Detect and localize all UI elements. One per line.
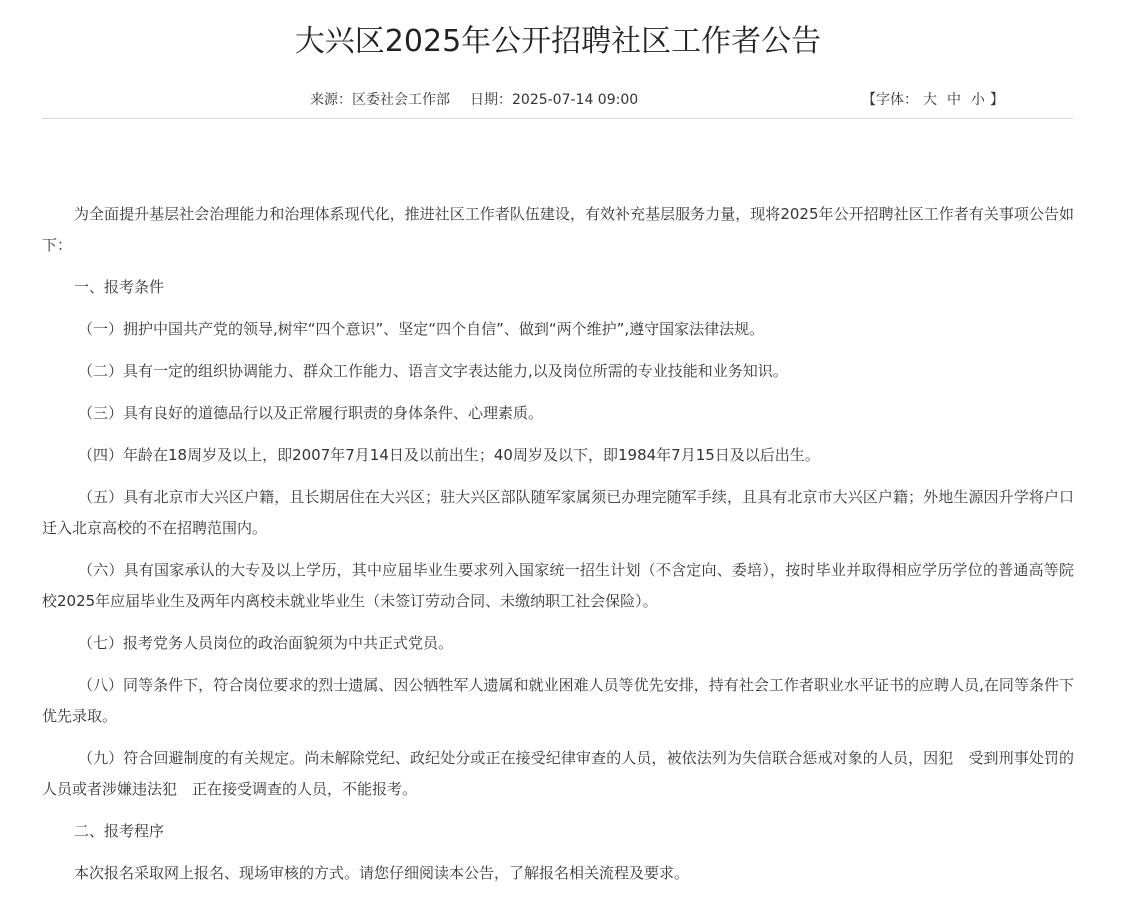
section-heading: 一、报考条件 — [74, 278, 165, 296]
condition-item: （七）报考党务人员岗位的政治面貌须为中共正式党员。 — [78, 634, 454, 652]
article-meta — [42, 88, 1073, 112]
section-paragraph: 本次报名采取网上报名、现场审核的方式。请您仔细阅读本公告，了解报名相关流程及要求。 — [74, 864, 690, 882]
condition-item: （八）同等条件下，符合岗位要求的烈士遗属、因公牺牲军人遗属和就业困难人员等优先安排，持有社会工作者职业水平证书的应聘人员,在同等条件下优先录取。 — [42, 676, 1074, 725]
font-size-label-open: 【字体： — [862, 92, 918, 108]
section-heading: 二、报考程序 — [74, 822, 165, 840]
condition-item: （四）年龄在18周岁及以上，即2007年7月14日及以前出生；40周岁及以下，即1984年7月15日及以后出生。 — [78, 446, 820, 464]
condition-item: （六）具有国家承认的大专及以上学历，其中应届毕业生要求列入国家统一招生计划（不含定向、委培），按时毕业并取得相应学历学位的普通高等院校2025年应届毕业生及两年内离校未就业毕业生（未签订劳动合同、未缴纳职工社会保险）。 — [42, 561, 1074, 610]
font-size-label-close: 】 — [990, 92, 1004, 108]
intro-paragraph: 为全面提升基层社会治理能力和治理体系现代化，推进社区工作者队伍建设，有效补充基层服务力量，现将2025年公开招聘社区工作者有关事项公告如下： — [42, 205, 1074, 254]
condition-item: （三）具有良好的道德品行以及正常履行职责的身体条件、心理素质。 — [78, 404, 544, 422]
article-body — [42, 199, 1074, 900]
header-divider — [42, 118, 1073, 119]
font-size-medium-button[interactable]: 中 — [947, 92, 961, 108]
font-size-large-button[interactable]: 大 — [923, 92, 937, 108]
condition-item: （九）符合回避制度的有关规定。尚未解除党纪、政纪处分或正在接受纪律审查的人员，被依法列为失信联合惩戒对象的人员，因犯 受到刑事处罚的人员或者涉嫌违法犯 正在接受调查的人员，不能报考。 — [42, 749, 1074, 798]
publish-date: 日期：2025-07-14 09:00 — [470, 92, 639, 108]
condition-item: （五）具有北京市大兴区户籍，且长期居住在大兴区；驻大兴区部队随军家属须已办理完随军手续，且具有北京市大兴区户籍；外地生源因升学将户口迁入北京高校的不在招聘范围内。 — [42, 488, 1074, 537]
source-label: 来源：区委社会工作部 — [310, 92, 450, 108]
condition-item: （一）拥护中国共产党的领导,树牢“四个意识”、坚定“四个自信”、做到“两个维护”,遵守国家法律法规。 — [78, 320, 765, 338]
page-title: 大兴区2025年公开招聘社区工作者公告 — [294, 24, 822, 59]
condition-item: （二）具有一定的组织协调能力、群众工作能力、语言文字表达能力,以及岗位所需的专业技能和业务知识。 — [78, 362, 788, 380]
font-size-small-button[interactable]: 小 — [971, 92, 985, 108]
font-size-control — [862, 88, 1004, 112]
